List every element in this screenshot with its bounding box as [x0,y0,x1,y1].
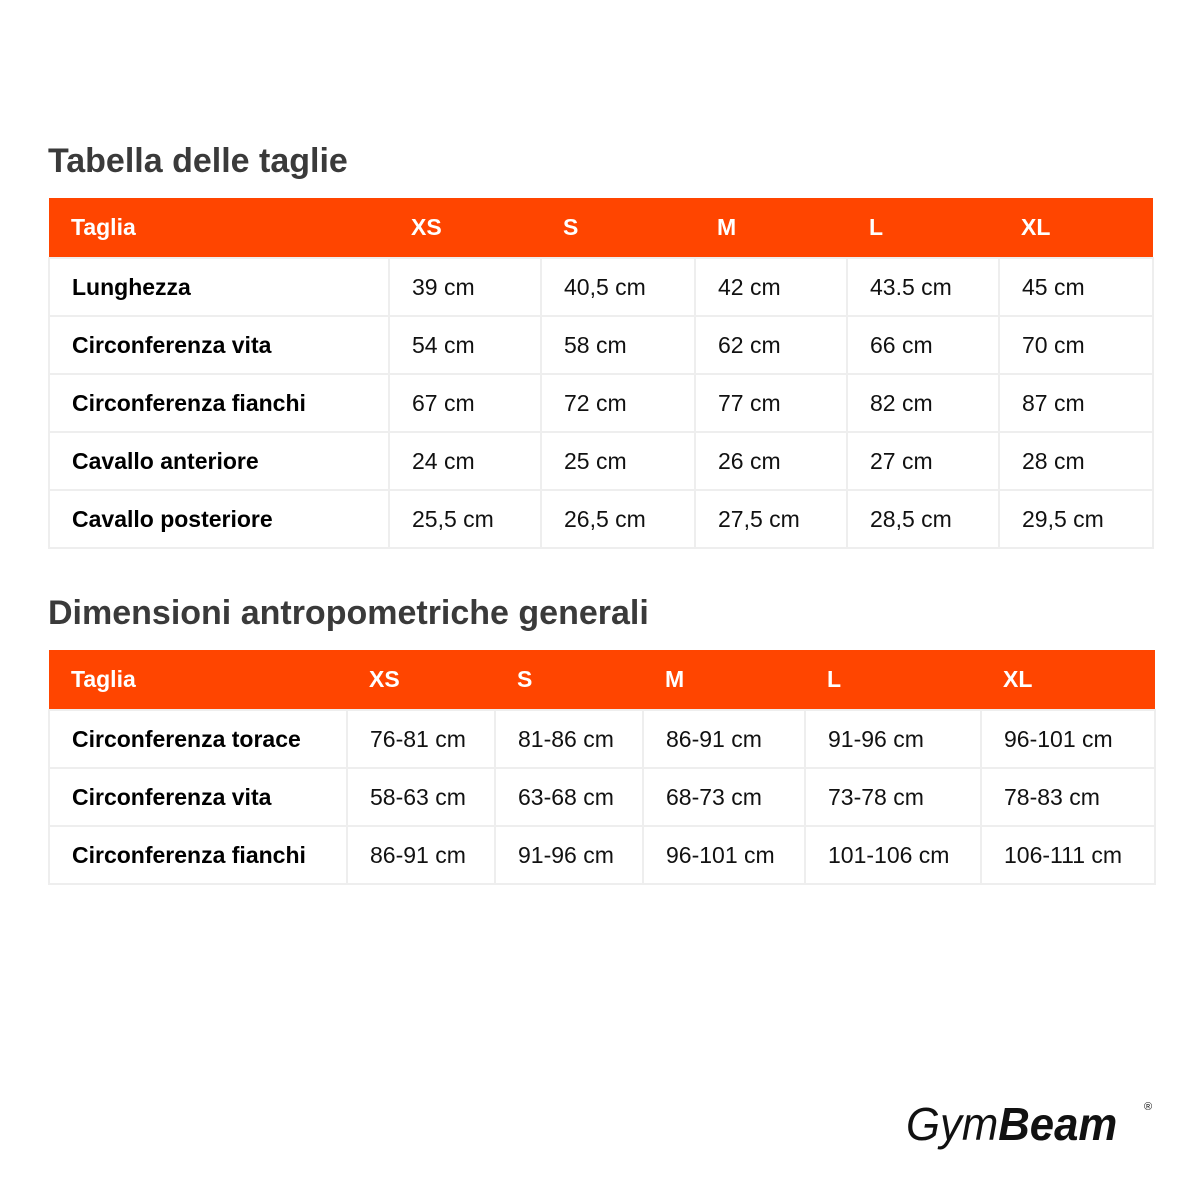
table-cell: 91-96 cm [805,710,981,768]
column-header-size: Taglia [71,214,136,240]
table-cell: 24 cm [389,432,541,490]
column-header-xs: XS [411,214,442,240]
body-measurements-table [48,650,1156,885]
row-label: Circonferenza vita [49,768,347,826]
table-cell: 106-111 cm [981,826,1155,884]
logo-text [906,1098,1117,1150]
row-label: Circonferenza fianchi [49,826,347,884]
column-header-size: Taglia [71,666,136,692]
size-chart-title: Tabella delle taglie [48,142,348,180]
column-header-m: M [665,666,685,692]
body-measurements-title: Dimensioni antropometriche generali [48,594,649,632]
table-cell: 82 cm [847,374,999,432]
table-cell: 28 cm [999,432,1153,490]
row-label: Lunghezza [49,258,389,316]
table-cell: 26 cm [695,432,847,490]
table-cell: 25 cm [541,432,695,490]
row-label: Cavallo posteriore [49,490,389,548]
table-cell: 96-101 cm [643,826,805,884]
table-cell: 101-106 cm [805,826,981,884]
column-header-l: L [869,214,884,240]
table-row [49,768,1155,826]
table-header-row [49,650,1155,710]
table-cell: 77 cm [695,374,847,432]
table-cell: 76-81 cm [347,710,495,768]
column-header-xl: XL [1003,666,1033,692]
table-cell: 72 cm [541,374,695,432]
table-cell: 27 cm [847,432,999,490]
table-cell: 63-68 cm [495,768,643,826]
row-label: Circonferenza fianchi [49,374,389,432]
table-cell: 29,5 cm [999,490,1153,548]
registered-mark: ® [1144,1101,1153,1113]
table-row [49,490,1153,548]
row-label: Cavallo anteriore [49,432,389,490]
table-cell: 26,5 cm [541,490,695,548]
table-cell: 62 cm [695,316,847,374]
table-cell: 40,5 cm [541,258,695,316]
table-header-row [49,198,1153,258]
table-row [49,710,1155,768]
column-header-s: S [563,214,579,240]
table-cell: 67 cm [389,374,541,432]
table-cell: 73-78 cm [805,768,981,826]
logo-text-bold: Beam [998,1097,1118,1151]
table-cell: 39 cm [389,258,541,316]
table-cell: 43.5 cm [847,258,999,316]
size-chart-table [48,198,1154,549]
table-cell: 81-86 cm [495,710,643,768]
table-cell: 86-91 cm [347,826,495,884]
table-cell: 78-83 cm [981,768,1155,826]
column-header-m: M [717,214,737,240]
table-cell: 91-96 cm [495,826,643,884]
table-cell: 45 cm [999,258,1153,316]
table-cell: 66 cm [847,316,999,374]
table-row [49,432,1153,490]
table-cell: 54 cm [389,316,541,374]
table-row [49,374,1153,432]
column-header-s: S [517,666,533,692]
table-cell: 42 cm [695,258,847,316]
table-cell: 58 cm [541,316,695,374]
table-cell: 68-73 cm [643,768,805,826]
table-cell: 96-101 cm [981,710,1155,768]
table-cell: 25,5 cm [389,490,541,548]
table-cell: 28,5 cm [847,490,999,548]
column-header-l: L [827,666,842,692]
table-cell: 70 cm [999,316,1153,374]
table-cell: 87 cm [999,374,1153,432]
logo-text-light: Gym [906,1097,999,1151]
table-cell: 27,5 cm [695,490,847,548]
table-cell: 86-91 cm [643,710,805,768]
gymbeam-logo [906,1094,1156,1156]
table-row [49,826,1155,884]
table-cell: 58-63 cm [347,768,495,826]
column-header-xs: XS [369,666,400,692]
table-row [49,316,1153,374]
table-row [49,258,1153,316]
row-label: Circonferenza torace [49,710,347,768]
column-header-xl: XL [1021,214,1051,240]
row-label: Circonferenza vita [49,316,389,374]
